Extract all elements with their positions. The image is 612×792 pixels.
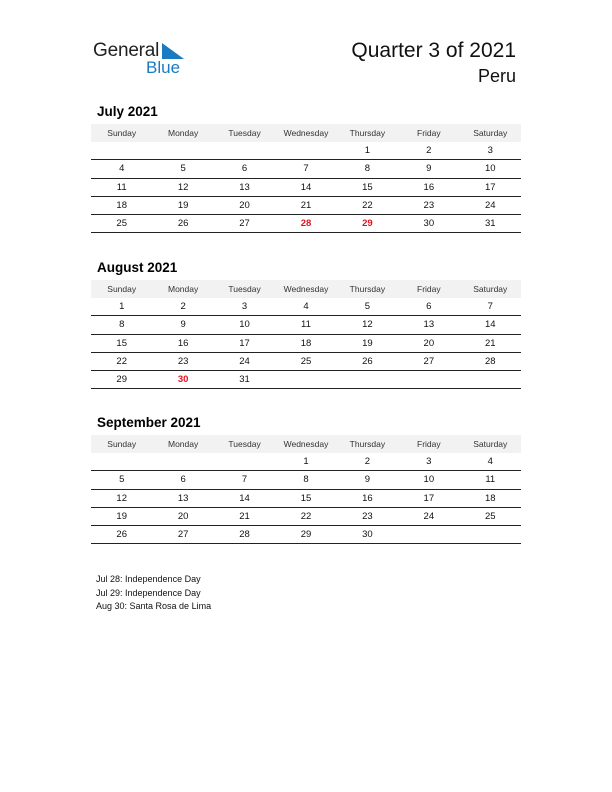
day-cell: 6: [398, 298, 459, 316]
holiday-day-cell: 29: [337, 215, 398, 233]
day-cell: 3: [214, 298, 275, 316]
day-cell: 12: [337, 316, 398, 334]
logo-text-blue: Blue: [146, 58, 181, 77]
holiday-note: Aug 30: Santa Rosa de Lima: [96, 601, 212, 612]
weekday-header: Wednesday: [275, 124, 336, 142]
weekday-header: Monday: [152, 435, 213, 453]
day-cell: 22: [275, 507, 336, 525]
day-cell: 31: [214, 371, 275, 389]
day-cell: 13: [398, 316, 459, 334]
day-cell: 4: [275, 298, 336, 316]
day-cell: 24: [398, 507, 459, 525]
day-cell: 11: [460, 471, 521, 489]
weekday-header: Friday: [398, 280, 459, 298]
day-cell: 26: [91, 526, 152, 544]
week-row: [91, 142, 521, 160]
month-september: [91, 415, 521, 544]
day-cell: 6: [214, 160, 275, 178]
weekday-header: Saturday: [460, 435, 521, 453]
day-cell: 17: [398, 489, 459, 507]
day-cell: 18: [91, 196, 152, 214]
day-cell: 24: [214, 352, 275, 370]
day-cell: 5: [152, 160, 213, 178]
day-cell: 13: [152, 489, 213, 507]
day-cell: 16: [398, 178, 459, 196]
day-cell: 24: [460, 196, 521, 214]
weekday-header: Thursday: [337, 280, 398, 298]
page-title: Quarter 3 of 2021: [351, 39, 516, 62]
week-row: [91, 471, 521, 489]
day-cell: 19: [337, 334, 398, 352]
month-july: [91, 104, 521, 233]
week-row: [91, 215, 521, 233]
day-cell: 30: [398, 215, 459, 233]
day-cell: 11: [275, 316, 336, 334]
day-cell: 20: [152, 507, 213, 525]
day-cell: 4: [460, 453, 521, 471]
day-cell: 27: [398, 352, 459, 370]
day-cell: 5: [91, 471, 152, 489]
day-cell: 22: [337, 196, 398, 214]
day-cell: 25: [460, 507, 521, 525]
day-cell: 15: [275, 489, 336, 507]
day-cell: 15: [337, 178, 398, 196]
weekday-header: Saturday: [460, 124, 521, 142]
day-cell: 17: [460, 178, 521, 196]
day-cell: 9: [152, 316, 213, 334]
month-title: September 2021: [97, 415, 201, 430]
holiday-day-cell: 28: [275, 215, 336, 233]
weekday-header: Monday: [152, 280, 213, 298]
country-name: Peru: [477, 66, 516, 86]
calendar-grid: [91, 124, 521, 233]
day-cell: 17: [214, 334, 275, 352]
day-cell: 27: [152, 526, 213, 544]
day-cell: 7: [460, 298, 521, 316]
day-cell: 9: [398, 160, 459, 178]
day-cell: 25: [91, 215, 152, 233]
weekday-header: Thursday: [337, 435, 398, 453]
day-cell: 26: [337, 352, 398, 370]
day-cell: 8: [337, 160, 398, 178]
day-cell: 23: [152, 352, 213, 370]
day-cell: [214, 453, 275, 471]
week-row: [91, 453, 521, 471]
weekday-header: Tuesday: [214, 124, 275, 142]
day-cell: 31: [460, 215, 521, 233]
weekday-header: Sunday: [91, 124, 152, 142]
week-row: [91, 178, 521, 196]
day-cell: [214, 142, 275, 160]
day-cell: 29: [91, 371, 152, 389]
day-cell: 2: [337, 453, 398, 471]
day-cell: 20: [398, 334, 459, 352]
day-cell: 21: [275, 196, 336, 214]
day-cell: 18: [275, 334, 336, 352]
day-cell: 14: [460, 316, 521, 334]
weekday-header: Friday: [398, 435, 459, 453]
holiday-day-cell: 30: [152, 371, 213, 389]
day-cell: 2: [152, 298, 213, 316]
holiday-note: Jul 28: Independence Day: [96, 574, 201, 584]
day-cell: 21: [214, 507, 275, 525]
day-cell: 23: [398, 196, 459, 214]
day-cell: 15: [91, 334, 152, 352]
day-cell: 10: [214, 316, 275, 334]
day-cell: [398, 526, 459, 544]
day-cell: [337, 371, 398, 389]
day-cell: 16: [152, 334, 213, 352]
week-row: [91, 316, 521, 334]
day-cell: 12: [152, 178, 213, 196]
day-cell: 7: [275, 160, 336, 178]
day-cell: 9: [337, 471, 398, 489]
logo-triangle-icon: [162, 43, 184, 59]
day-cell: 22: [91, 352, 152, 370]
day-cell: [152, 453, 213, 471]
week-row: [91, 334, 521, 352]
day-cell: 18: [460, 489, 521, 507]
holiday-notes: [96, 573, 211, 614]
day-cell: [91, 142, 152, 160]
day-cell: [460, 371, 521, 389]
day-cell: 1: [91, 298, 152, 316]
weekday-header: Monday: [152, 124, 213, 142]
day-cell: 1: [337, 142, 398, 160]
day-cell: [275, 371, 336, 389]
holiday-note: Jul 29: Independence Day: [96, 587, 201, 598]
day-cell: 21: [460, 334, 521, 352]
day-cell: 28: [214, 526, 275, 544]
weekday-header-row: [91, 124, 521, 142]
day-cell: 30: [337, 526, 398, 544]
calendar-grid: [91, 280, 521, 389]
week-row: [91, 507, 521, 525]
weekday-header: Sunday: [91, 280, 152, 298]
logo-text-general: General: [93, 40, 160, 61]
day-cell: 4: [91, 160, 152, 178]
day-cell: 26: [152, 215, 213, 233]
day-cell: 14: [214, 489, 275, 507]
day-cell: 16: [337, 489, 398, 507]
day-cell: 28: [460, 352, 521, 370]
day-cell: [460, 526, 521, 544]
day-cell: 19: [152, 196, 213, 214]
weekday-header-row: [91, 280, 521, 298]
weekday-header: Wednesday: [275, 280, 336, 298]
day-cell: 3: [460, 142, 521, 160]
day-cell: [152, 142, 213, 160]
day-cell: 8: [275, 471, 336, 489]
day-cell: 23: [337, 507, 398, 525]
day-cell: 7: [214, 471, 275, 489]
week-row: [91, 526, 521, 544]
day-cell: 25: [275, 352, 336, 370]
week-row: [91, 489, 521, 507]
weekday-header: Tuesday: [214, 435, 275, 453]
weekday-header: Wednesday: [275, 435, 336, 453]
day-cell: 6: [152, 471, 213, 489]
month-title: August 2021: [97, 260, 178, 275]
week-row: [91, 196, 521, 214]
weekday-header-row: [91, 435, 521, 453]
day-cell: 8: [91, 316, 152, 334]
day-cell: 2: [398, 142, 459, 160]
day-cell: 1: [275, 453, 336, 471]
general-blue-logo: [93, 40, 193, 80]
day-cell: 19: [91, 507, 152, 525]
day-cell: 11: [91, 178, 152, 196]
day-cell: 14: [275, 178, 336, 196]
day-cell: 29: [275, 526, 336, 544]
day-cell: 10: [398, 471, 459, 489]
week-row: [91, 160, 521, 178]
weekday-header: Tuesday: [214, 280, 275, 298]
day-cell: 12: [91, 489, 152, 507]
day-cell: 5: [337, 298, 398, 316]
week-row: [91, 298, 521, 316]
weekday-header: Sunday: [91, 435, 152, 453]
day-cell: 20: [214, 196, 275, 214]
day-cell: 10: [460, 160, 521, 178]
day-cell: [398, 371, 459, 389]
month-august: [91, 260, 521, 389]
day-cell: 27: [214, 215, 275, 233]
weekday-header: Saturday: [460, 280, 521, 298]
day-cell: 3: [398, 453, 459, 471]
calendar-grid: [91, 435, 521, 544]
week-row: [91, 371, 521, 389]
weekday-header: Friday: [398, 124, 459, 142]
day-cell: [91, 453, 152, 471]
month-title: July 2021: [97, 104, 158, 119]
weekday-header: Thursday: [337, 124, 398, 142]
week-row: [91, 352, 521, 370]
day-cell: 13: [214, 178, 275, 196]
day-cell: [275, 142, 336, 160]
